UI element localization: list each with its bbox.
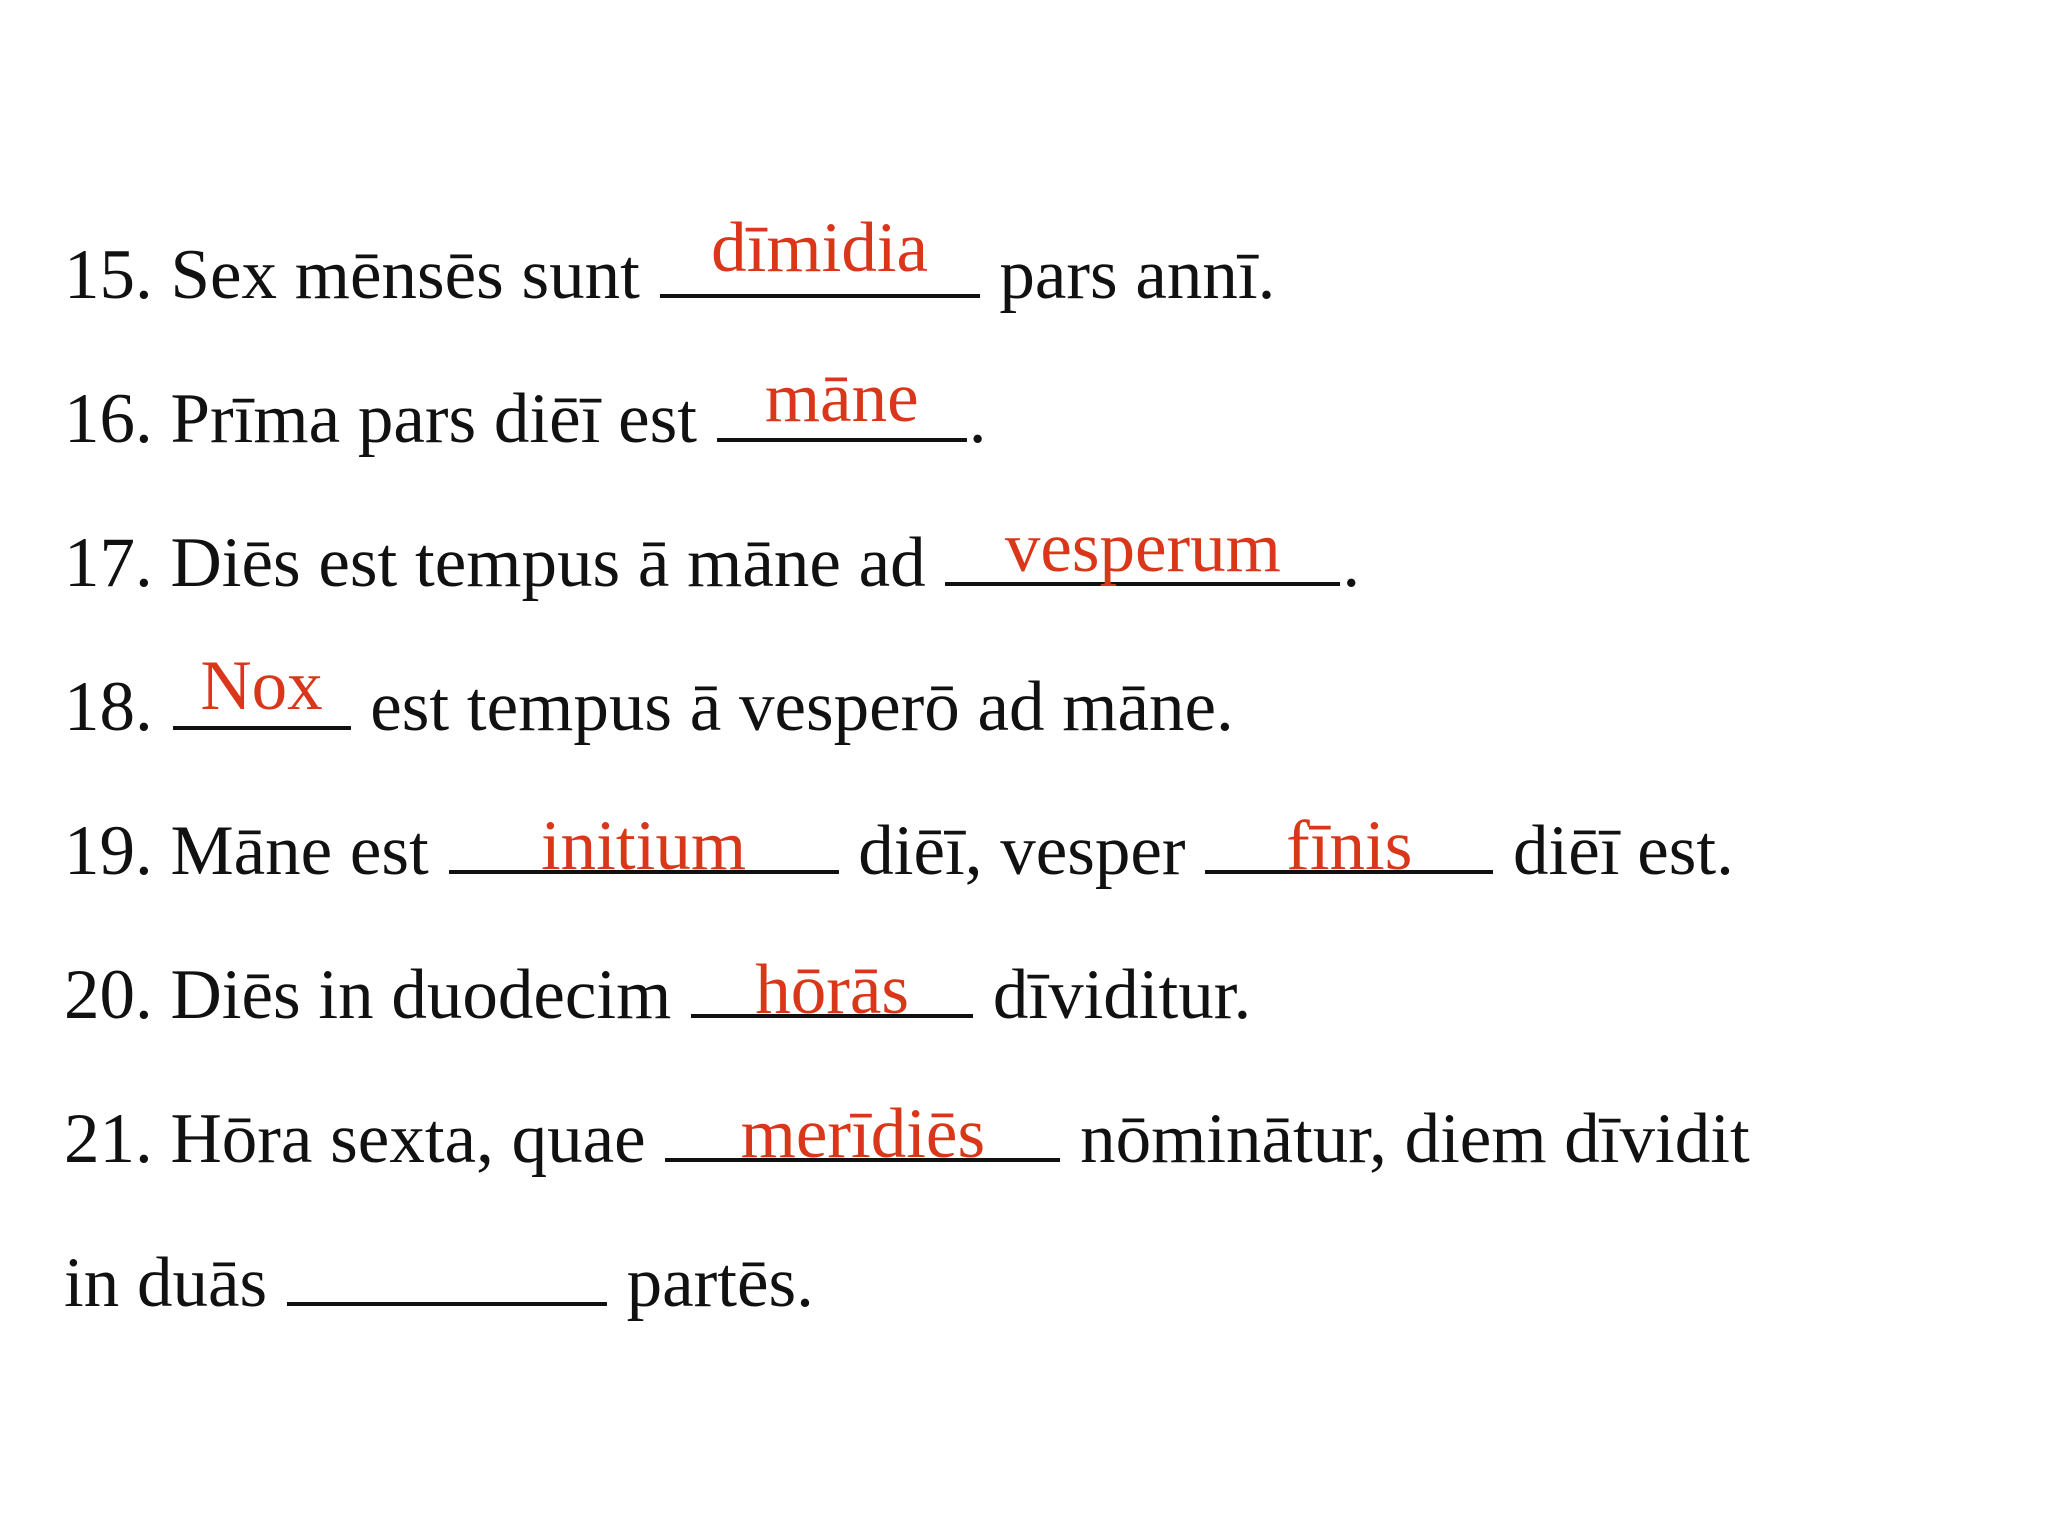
answer-text: māne: [764, 359, 919, 437]
answer-blank: [717, 359, 967, 442]
sentence-text: dīviditur.: [992, 956, 1252, 1034]
answer-text: initium: [540, 807, 747, 885]
sentence-text: .: [1342, 524, 1361, 602]
answer-blank: [945, 509, 1340, 587]
answer-text: dīmidia: [711, 209, 929, 287]
item-number: 18.: [64, 668, 153, 746]
answer-text: hōrās: [755, 951, 909, 1029]
sentence-text: Māne est: [170, 812, 429, 890]
item-number: 17.: [64, 524, 153, 602]
sentence-text: .: [968, 380, 987, 458]
item-number: 15.: [64, 236, 153, 314]
answer-blank: [660, 209, 980, 298]
sentence-text: nōminātur, diem dīvidit: [1080, 1100, 1750, 1178]
answer-blank-empty: [287, 1236, 607, 1306]
exercise-item-16: [64, 359, 987, 458]
sentence-text: partēs.: [626, 1244, 814, 1322]
item-number: 19.: [64, 812, 153, 890]
answer-text: Nox: [200, 647, 323, 725]
sentence-text: Sex mēnsēs sunt: [170, 236, 640, 314]
exercise-item-18: [64, 647, 1234, 746]
sentence-text: pars annī.: [999, 236, 1276, 314]
answer-blank: [449, 804, 839, 885]
sentence-text: diēī est.: [1513, 812, 1734, 890]
answer-text: merīdiēs: [740, 1095, 986, 1173]
exercise-item-17: [64, 509, 1361, 602]
exercise-item-21: [64, 1092, 1750, 1178]
exercise-item-19: [64, 804, 1734, 890]
answer-text: fīnis: [1286, 807, 1413, 885]
answer-blank: [173, 647, 351, 730]
exercise-item-21-continuation: [64, 1236, 814, 1322]
sentence-text: est tempus ā vesperō ad māne.: [370, 668, 1234, 746]
exercise-item-15: [64, 209, 1276, 314]
answer-blank: [691, 948, 973, 1029]
answer-blank: [665, 1092, 1060, 1173]
sentence-text: Diēs in duodecim: [170, 956, 672, 1034]
sentence-text: Prīma pars diēī est: [170, 380, 697, 458]
item-number: 16.: [64, 380, 153, 458]
answer-blank: [1205, 804, 1493, 885]
sentence-text: Diēs est tempus ā māne ad: [170, 524, 926, 602]
sentence-text: in duās: [64, 1244, 268, 1322]
exercise-item-20: [64, 948, 1252, 1034]
sentence-text: Hōra sexta, quae: [170, 1100, 646, 1178]
answer-text: vesperum: [1004, 509, 1281, 587]
item-number: 21.: [64, 1100, 153, 1178]
item-number: 20.: [64, 956, 153, 1034]
sentence-text: diēī, vesper: [858, 812, 1186, 890]
